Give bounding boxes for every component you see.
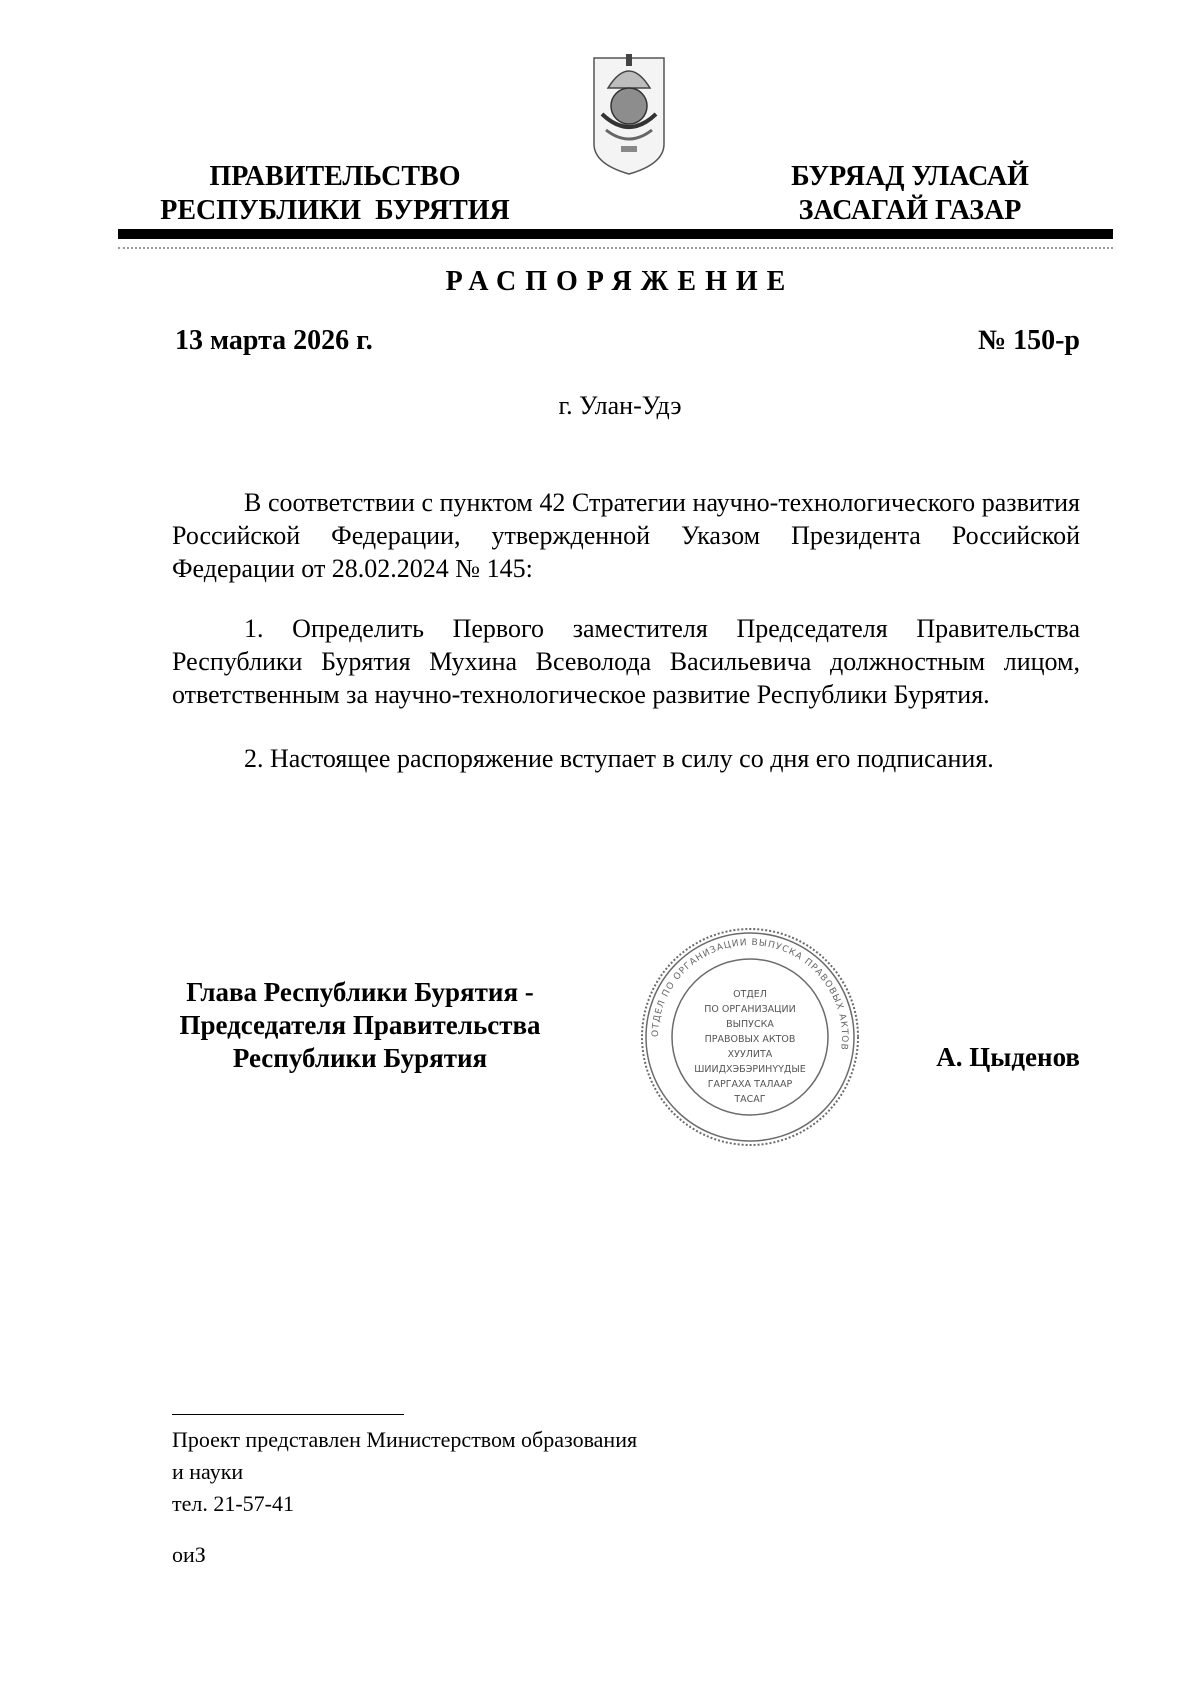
paragraph-intro: В соответствии с пунктом 42 Стратегии научно-технологического развития Российской Федерации, утвержденной Указом Президента Российской Федерации от 28.02.2024 № 145:	[172, 488, 1080, 583]
seal-outer-text: ОТДЕЛ ПО ОРГАНИЗАЦИИ ВЫПУСКА ПРАВОВЫХ АКТОВ	[650, 937, 850, 1052]
document-city: г. Улан-Удэ	[558, 391, 682, 420]
official-seal-icon	[638, 925, 862, 1149]
seal-line: ШИИДХЭБЭРИНҮҮДЫЕ	[694, 1064, 806, 1075]
coat-of-arms-icon	[588, 48, 670, 176]
seal-line: ХУУЛИТА	[727, 1049, 773, 1060]
footnote-line2: и науки	[172, 1459, 244, 1484]
signatory-title-line1: Глава Республики Бурятия -	[186, 977, 534, 1007]
government-name-buryat	[760, 160, 1060, 228]
document-number: № 150-р	[977, 325, 1080, 356]
document-date: 13 марта 2026 г.	[175, 325, 373, 356]
footnote-line1: Проект представлен Министерством образования	[172, 1427, 638, 1452]
footnote	[172, 1424, 637, 1520]
file-code: оиЗ	[172, 1542, 206, 1567]
document-type: РАСПОРЯЖЕНИЕ	[445, 266, 795, 297]
paragraph-item-1: 1. Определить Первого заместителя Председателя Правительства Республики Бурятия Мухина Всеволода Васильевича должностным лицом, ответственным за научно-технологическое развитие Республики Бурятия.	[172, 614, 1080, 709]
signatory-title	[160, 976, 560, 1075]
seal-line: ОТДЕЛ	[733, 989, 767, 1000]
signatory-name: А. Цыденов	[936, 1042, 1080, 1072]
seal-line: ПРАВОВЫХ АКТОВ	[704, 1034, 796, 1045]
header-rule-thick	[118, 229, 1113, 239]
seal-line: ГАРГАХА ТАЛААР	[707, 1079, 793, 1090]
header-rule-thin	[118, 247, 1113, 249]
header-right-line2: ЗАСАГАЙ ГАЗАР	[798, 195, 1022, 226]
footnote-rule	[172, 1414, 404, 1415]
signatory-title-line3: Республики Бурятия	[232, 1043, 488, 1073]
header-left-line1: ПРАВИТЕЛЬСТВО	[209, 161, 461, 192]
seal-line: ВЫПУСКА	[726, 1019, 774, 1030]
seal-line: ТАСАГ	[734, 1094, 766, 1105]
seal-line: ПО ОРГАНИЗАЦИИ	[704, 1004, 796, 1015]
footnote-line3: тел. 21-57-41	[172, 1491, 295, 1516]
header-right-line1: БУРЯАД УЛАСАЙ	[791, 161, 1029, 192]
paragraph-item-2: 2. Настоящее распоряжение вступает в силу со дня его подписания.	[244, 744, 994, 773]
signatory-title-line2: Председателя Правительства	[179, 1010, 541, 1040]
header-left-line2: РЕСПУБЛИКИ БУРЯТИЯ	[160, 195, 510, 226]
government-name-russian	[150, 160, 520, 228]
